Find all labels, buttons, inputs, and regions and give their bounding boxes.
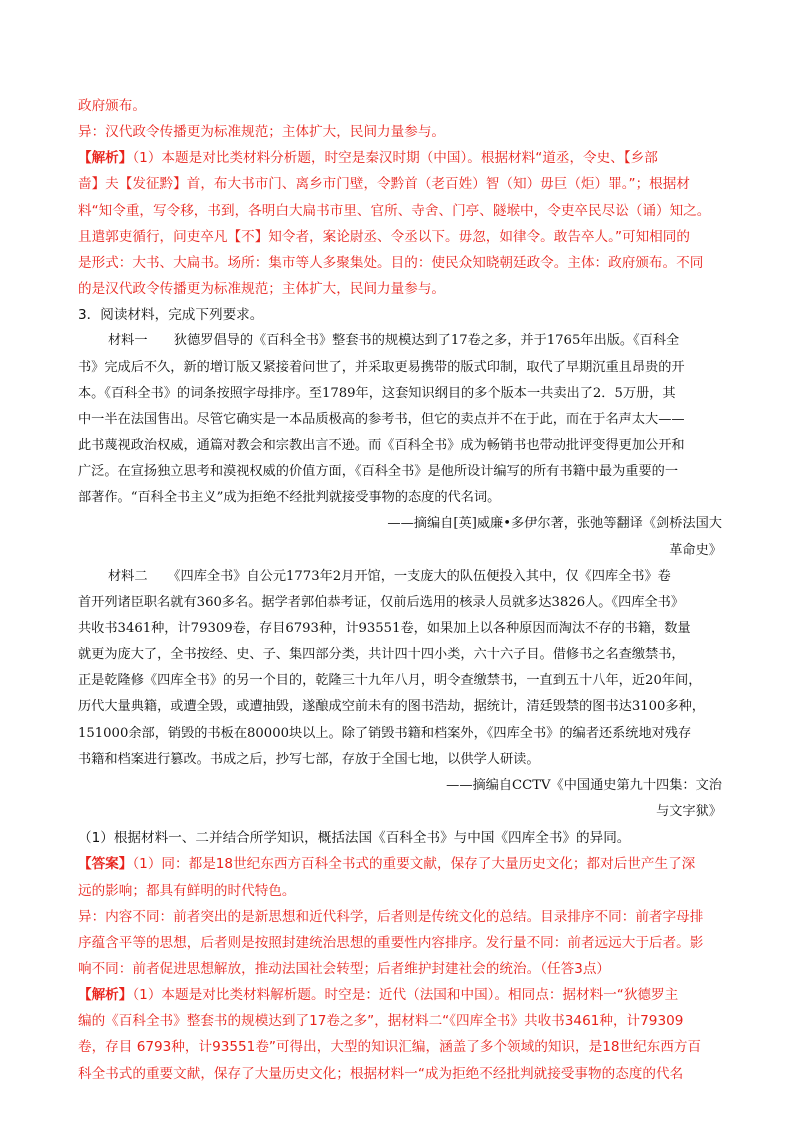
line-text: 此书蔑视政治权威，通篇对教会和宗教出言不逊。而《百科全书》成为畅销书也带动批评变得更加公开和 xyxy=(78,437,685,453)
line-text: 材料二 《四库全书》自公元1773年2月开馆，一支庞大的队伍便投入其中，仅《四库全书》卷 xyxy=(108,568,671,584)
line-text: 科全书式的重要文献，保存了大量历史文化；根据材料一“成为拒绝不经批判就接受事物的态度的代名 xyxy=(78,1065,684,1082)
text-line xyxy=(78,459,722,485)
line-text: 政府颁布。 xyxy=(78,98,146,114)
text-line xyxy=(78,381,722,407)
text-line xyxy=(78,407,722,433)
text-line xyxy=(78,198,722,224)
line-text: 部著作。“百科全书主义”成为拒绝不经批判就接受事物的态度的代名词。 xyxy=(78,490,501,506)
text-line xyxy=(78,355,722,381)
line-text: 料“知令重，写令移，书到，各明白大扁书市里、官所、寺舍、门亭、隧堠中，令吏卒民尽讼（诵）知之。 xyxy=(78,202,711,219)
line-text: 151000余部，销毁的书板在80000块以上。除了销毁书籍和档案外，《四库全书》的编者还系统地对残存 xyxy=(78,725,692,741)
text-line xyxy=(78,930,722,956)
text-line xyxy=(78,538,722,564)
text-line xyxy=(78,616,722,642)
line-text: ——摘编自CCTV《中国通史第九十四集：文治 xyxy=(446,777,722,793)
text-line xyxy=(78,1061,722,1087)
text-line xyxy=(78,276,722,302)
line-text: 啬】夫【发征黔】首，布大书市门、离乡市门壁，令黔首（老百姓）智（知）毋巨（炬）罪。”；根据材 xyxy=(78,176,690,193)
line-text: 异：汉代政令传播更为标准规范；主体扩大，民间力量参与。 xyxy=(78,124,446,141)
text-line xyxy=(78,904,722,930)
line-text: 历代大量典籍，或遭全毁，或遭抽毁，遂酿成空前未有的图书浩劫，据统计，清廷毁禁的图书达3100多种， xyxy=(78,699,705,715)
line-text: 就更为庞大了，全书按经、史、子、集四部分类，共计四十四小类，六十六子目。借修书之名查缴禁书， xyxy=(78,647,685,663)
text-line xyxy=(78,485,722,511)
section-tag: 【解析】 xyxy=(78,987,133,1004)
line-text: （1）根据材料一、二并结合所学知识，概括法国《百科全书》与中国《四库全书》的异同。 xyxy=(78,830,631,847)
text-line xyxy=(78,694,722,720)
line-text: 序蕴含平等的思想，后者则是按照封建统治思想的重要性内容排序。发行量不同：前者远远大于后者。影 xyxy=(78,934,704,951)
section-tag: 【答案】 xyxy=(78,856,133,873)
line-text: （1）本题是对比类材料解析题。时空是：近代（法国和中国）。相同点：据材料一“狄德罗主 xyxy=(132,987,679,1004)
text-line xyxy=(78,668,722,694)
line-text: 卷，存目 6793种，计93551卷”可得出，大型的知识汇编，涵盖了多个领域的知识，是18世纪东西方百 xyxy=(78,1039,702,1056)
text-line xyxy=(78,119,722,145)
text-line xyxy=(78,433,722,459)
text-line xyxy=(108,564,722,590)
line-text: 与文字狱》 xyxy=(656,804,722,820)
text-line xyxy=(78,982,722,1008)
line-text: 首开列诸臣职名就有360多名。据学者郭伯恭考证，仅前后选用的核录人员就多达3826人。《四库全书》 xyxy=(78,594,685,610)
line-text: 的是汉代政令传播更为标准规范；主体扩大，民间力量参与。 xyxy=(78,281,446,298)
text-line xyxy=(78,93,722,119)
line-text: 广泛。在宣扬独立思考和漠视权威的价值方面，《百科全书》是他所设计编写的所有书籍中最为重要的一 xyxy=(78,464,679,480)
line-text: 本。《百科全书》的词条按照字母排序。至1789年，这套知识纲目的多个版本一共卖出了2．5万册，其 xyxy=(78,385,676,401)
line-text: ——摘编自[英]威廉•多伊尔著，张弛等翻译《剑桥法国大 xyxy=(387,516,722,532)
text-line xyxy=(78,773,722,799)
text-line xyxy=(78,145,722,171)
text-line xyxy=(78,747,722,773)
line-text: （1）同：都是18世纪东西方百科全书式的重要文献，保存了大量历史文化；都对后世产生了深 xyxy=(132,856,696,873)
text-line xyxy=(78,851,722,877)
line-text: 书籍和档案进行篡改。书成之后，抄写七部，存放于全国七地，以供学人研读。 xyxy=(78,751,540,767)
line-text: 正是乾隆修《四库全书》的另一个目的，乾隆三十九年八月，明令查缴禁书，一直到五十八年，近20年间， xyxy=(78,673,702,689)
line-text: 革命史》 xyxy=(669,542,722,558)
text-line xyxy=(78,799,722,825)
text-line xyxy=(78,224,722,250)
text-line xyxy=(78,1008,722,1034)
line-text: 材料一 狄德罗倡导的《百科全书》整套书的规模达到了17卷之多，并于1765年出版。《百科全 xyxy=(108,333,680,349)
line-text: 书》完成后不久，新的增订版又紧接着问世了，并采取更易携带的版式印制，取代了早期沉重且昂贵的开 xyxy=(78,359,685,375)
text-line xyxy=(78,590,722,616)
text-line xyxy=(78,878,722,904)
line-text: （1）本题是对比类材料分析题，时空是秦汉时期（中国）。根据材料“道丞，令史、【乡部 xyxy=(132,150,658,167)
line-text: 共收书3461种，计79309卷，存目6793种，计93551卷，如果加上以各种原因而淘汰不存的书籍，数量 xyxy=(78,621,691,636)
text-line xyxy=(78,1034,722,1060)
text-line xyxy=(78,171,722,197)
text-line xyxy=(78,956,722,982)
text-line xyxy=(78,825,722,851)
text-line xyxy=(78,642,722,668)
text-line xyxy=(78,721,722,747)
text-line xyxy=(78,511,722,537)
text-line xyxy=(108,328,722,354)
line-text: 中一半在法国售出。尽管它确实是一本品质极高的参考书，但它的卖点并不在于此，而在于名声太大—— xyxy=(78,411,685,427)
line-text: 是形式：大书、大扁书。场所：集市等人多聚集处。目的：使民众知晓朝廷政令。主体：政府颁布。不同 xyxy=(78,254,704,271)
line-text: 异：内容不同：前者突出的是新思想和近代科学，后者则是传统文化的总结。目录排序不同：前者字母排 xyxy=(78,908,704,925)
text-line xyxy=(78,250,722,276)
line-text: 响不同：前者促进思想解放，推动法国社会转型；后者维护封建社会的统治。（任答3点） xyxy=(78,960,611,977)
line-text: 3．阅读材料，完成下列要求。 xyxy=(78,307,264,324)
line-text: 编的《百科全书》整套书的规模达到了17卷之多”，据材料二“《四库全书》共收书3461种，计79309 xyxy=(78,1013,684,1030)
text-line xyxy=(78,302,722,328)
line-text: 且遣郭吏循行，问吏卒凡【不】知令者，案论尉丞、令丞以下。毋忽，如律令。敢告卒人。”可知相同的 xyxy=(78,228,690,245)
section-tag: 【解析】 xyxy=(78,150,133,167)
line-text: 远的影响；都具有鲜明的时代特色。 xyxy=(78,882,296,899)
